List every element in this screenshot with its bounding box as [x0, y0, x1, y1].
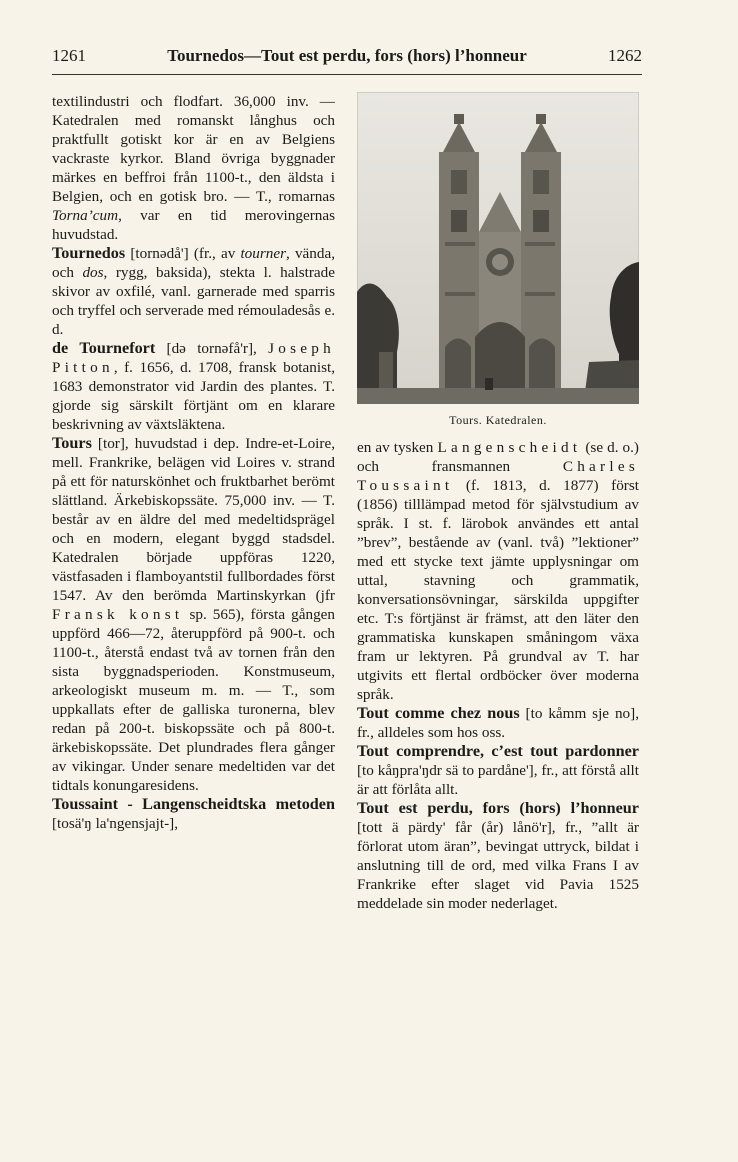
page-number-left: 1261	[52, 46, 86, 65]
headword: Tournedos	[52, 244, 126, 262]
street	[357, 388, 639, 404]
headword: Tout est perdu, fors (hors) l’honneur	[357, 799, 639, 817]
headword: de Tournefort	[52, 339, 156, 357]
figure-caption: Tours. Katedralen.	[449, 413, 547, 427]
running-header	[52, 46, 642, 70]
page-number-right: 1262	[608, 46, 642, 65]
headword: Tours	[52, 434, 92, 452]
entry-tours: Tours [tor], huvudstad i dep. Indre-et-Loire, mell. Frankrike, belägen vid Loires v. strand på ett för naturskönhet och fruktbarhet berömt slättland. Ärkebiskopssäte. 75,000 inv. — T. består av en äldre del med medeltidsprägel och en modern, elegant byggd stadsdel. Katedralen började uppföras 1220, västfasaden i flamboyantstil fullbordades först 1547. Av den berömda Martinskyrkan (jfr Fransk konst sp. 565), första gången uppförd 466—72, återuppförd på 900-t. och 1100-t., återstå endast två av tornen från den sista byggnadsperioden. Konstmuseum, arkeologiskt museum m. m. — T., som uppkallats efter de galliska turonerna, blev redan på 200-t. biskopssäte och på 800-t. ärkebiskopssäte. Det plundrades flera gånger av vikingar. Under senare medeltiden var det tidtals konungaresidens.	[52, 434, 336, 794]
cathedral-image	[357, 92, 639, 404]
entry-tout-comprendre: Tout comprendre, c’est tout pardonner [to kåŋpra'ŋdr sä to pardåne'], fr., att förstå allt är att förlåta allt.	[357, 742, 639, 798]
entry-tournedos: Tournedos [tornədå'] (fr., av tourner, vända, och dos, rygg, baksida), stekta l. halstrade skivor av oxfilé, vanl. garnerade med sparris och tryffel och serverade med rémouladesås e. d.	[52, 244, 336, 338]
figure-people	[485, 378, 493, 390]
entry-tout-comme-chez-nous: Tout comme chez nous [to kåmm sje no], fr., alldeles som hos oss.	[357, 704, 639, 741]
headword: Tout comprendre, c’est tout pardonner	[357, 742, 639, 760]
right-column	[357, 438, 639, 913]
running-title: Tournedos—Tout est perdu, fors (hors) l’honneur	[167, 46, 527, 65]
continued-entry-toussaint: en av tysken Langenscheidt (se d. o.) och fransmannen Charles Toussaint (f. 1813, d. 1877) först (1856) tilllämpad metod för självstudium av språk. I st. f. lärobok användes ett antal ”brev”, bestående av (vanl. två) ”lektioner” med ett stycke text jämte upplysningar om uttal, stavning och grammatik, konversationsövningar, särskilda uppgifter etc. T:s förtjänst är främst, att den läter den grammatiska kunskapen småningom växa fram ur lektyren. På grundval av T. har utgivits ett flertal ordböcker över moderna språk.	[357, 439, 639, 703]
entry-toussaint: Toussaint - Langenscheidtska metoden [tosä'ŋ la'ngensjajt-],	[52, 795, 335, 832]
left-column	[52, 92, 335, 833]
cathedral-photo	[357, 92, 639, 404]
header-rule	[52, 74, 642, 75]
entry-tout-est-perdu: Tout est perdu, fors (hors) l’honneur [tott ä pärdy' får (år) lånö'r], fr., ”allt är förlorat utom äran”, bevingat uttryck, bildat i anslutning till de ord, med vilka Frans I av Frankrike efter slaget vid Pavia 1525 meddelade sin moder nederlaget.	[357, 799, 639, 912]
entry-tournefort: de Tournefort [də tornəfå'r], Joseph Pitton, f. 1656, d. 1708, fransk botanist, 1683 demonstrator vid Jardin des plantes. T. gjorde sig särskilt förtjänt om en klarare beskrivning av växtsläktena.	[52, 339, 336, 433]
continued-entry: textilindustri och flodfart. 36,000 inv. — Katedralen med romanskt långhus och praktfullt gotiskt kor är en av Belgiens vackraste kyrkor. Bland övriga byggnader märkes en beffroi från 1100-t., den äldsta i Belgien, och en gotisk bro. — T., romarnas Torna’cum, var en tid merovingernas huvudstad.	[52, 93, 335, 243]
headword: Tout comme chez nous	[357, 704, 520, 722]
headword: Toussaint - Langenscheidtska metoden	[52, 795, 335, 813]
